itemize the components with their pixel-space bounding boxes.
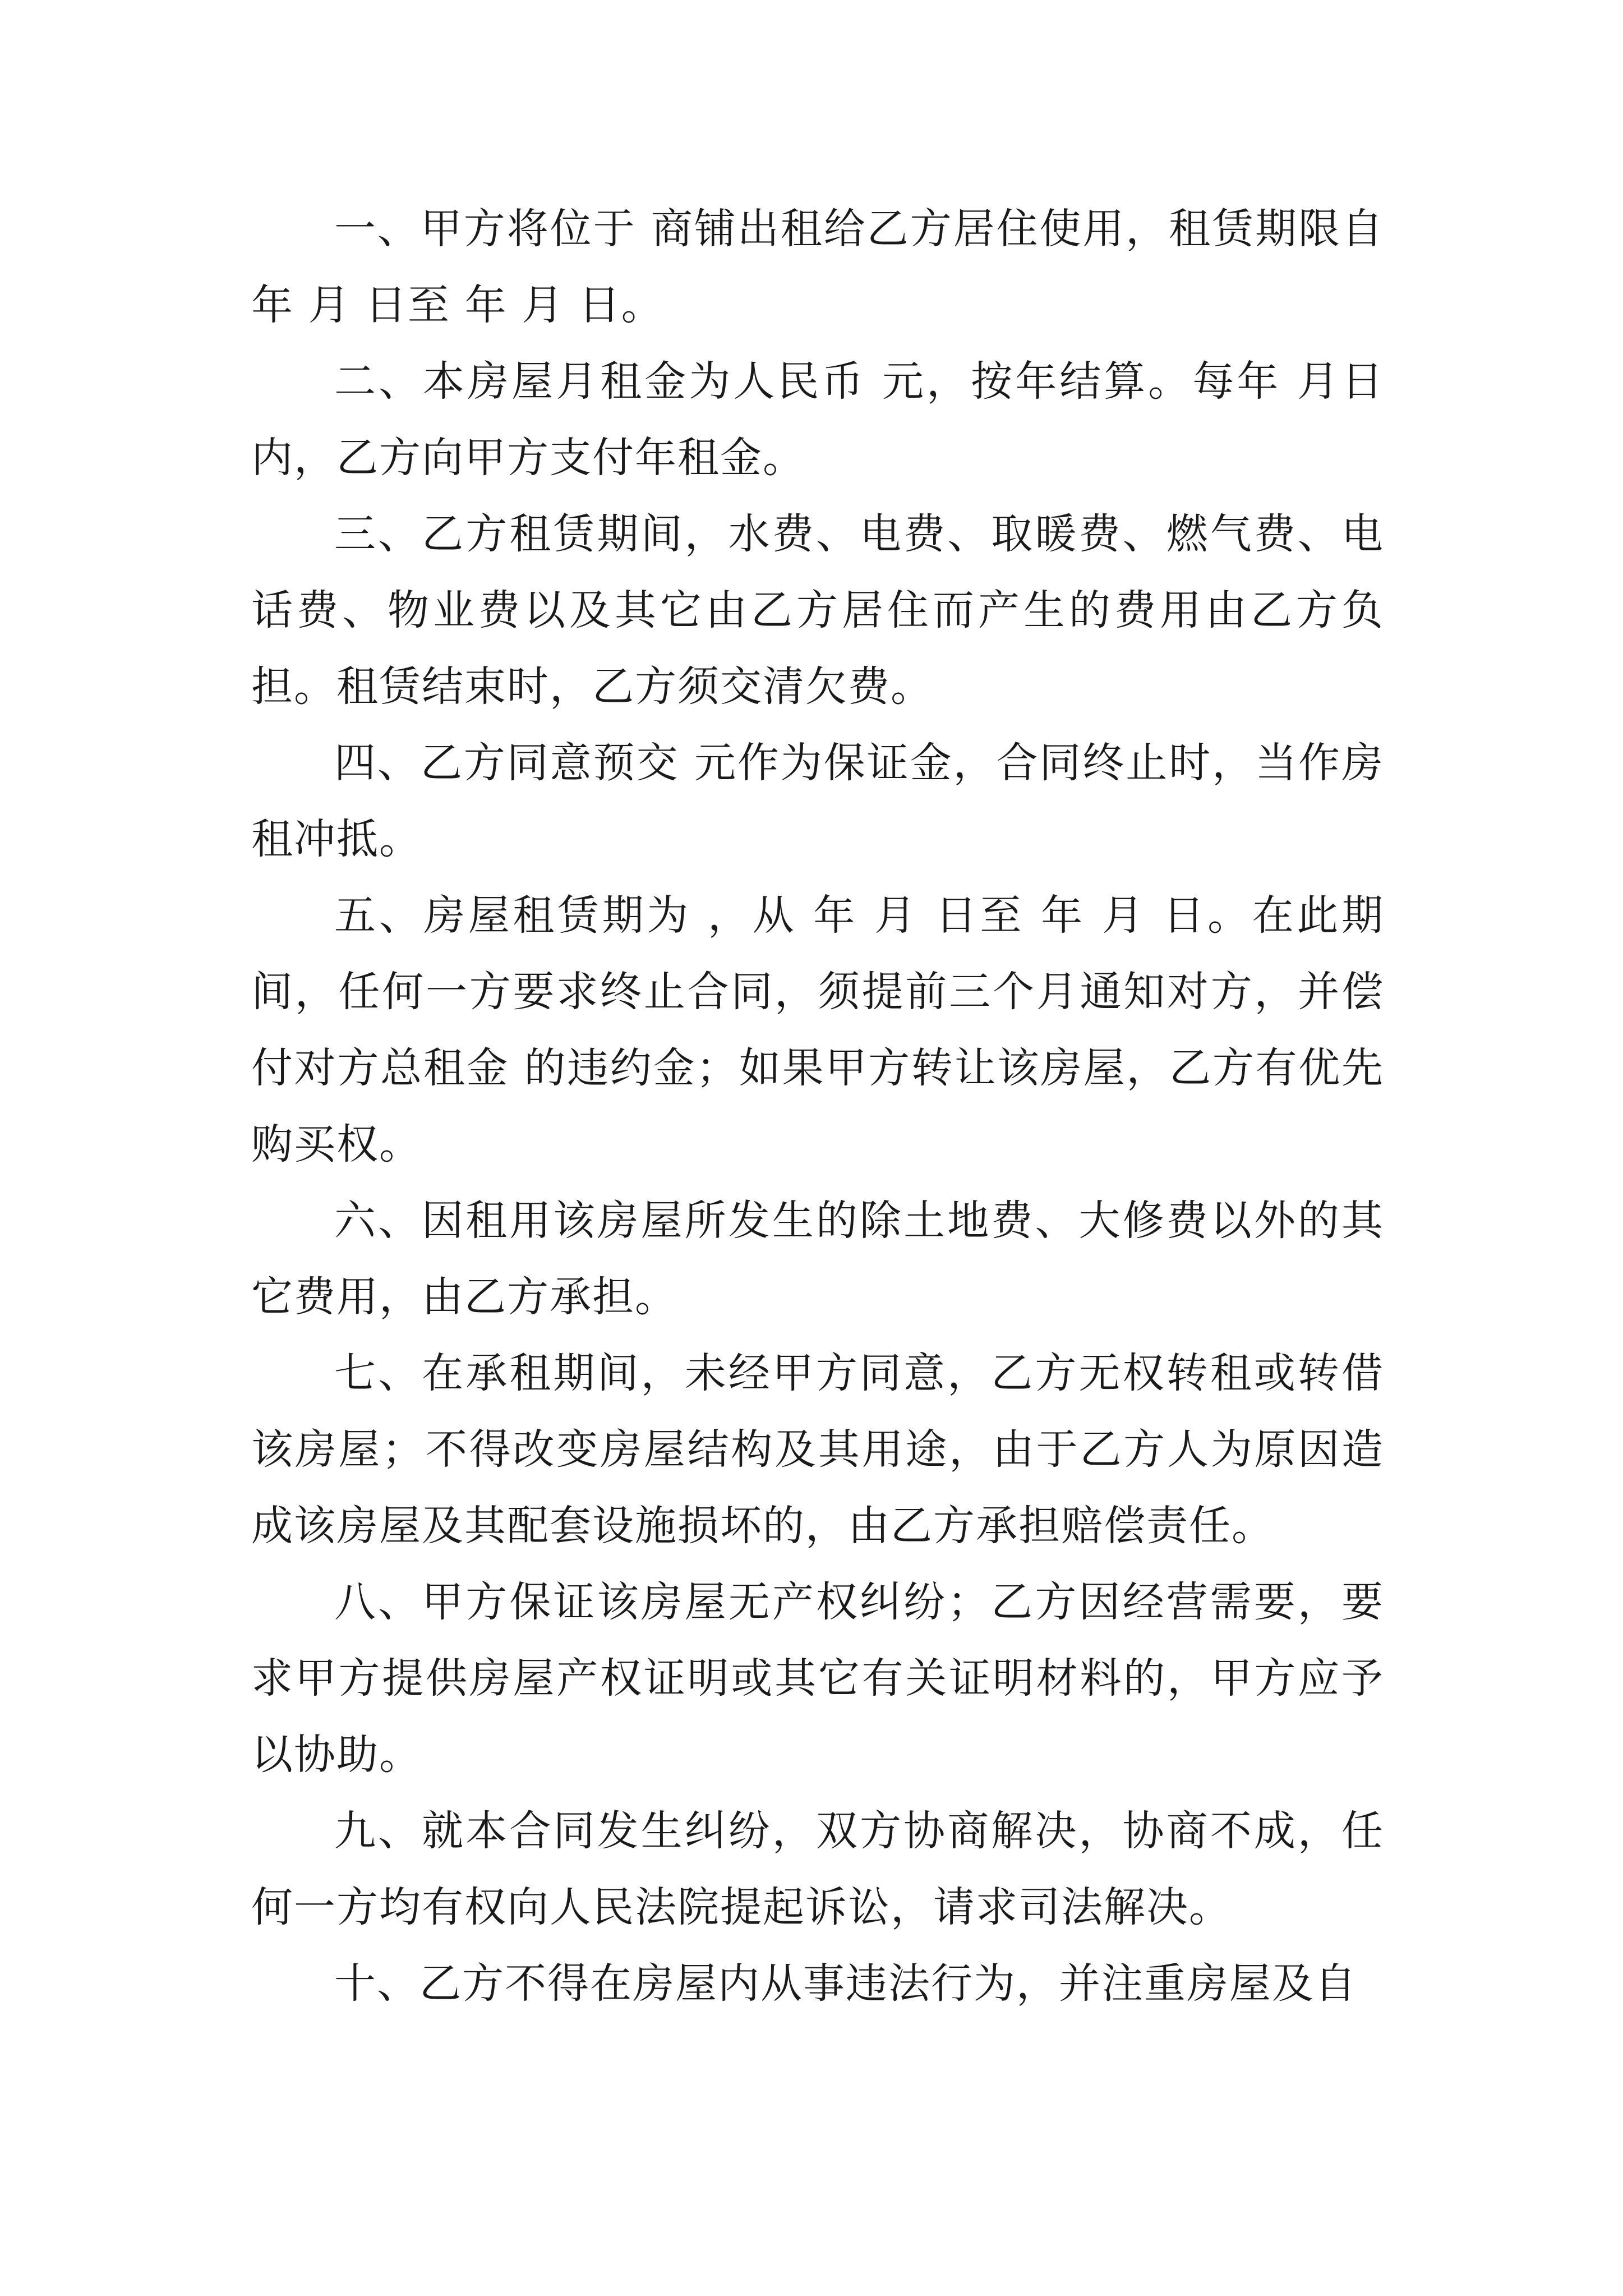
clause-10: 十、乙方不得在房屋内从事违法行为，并注重房屋及自 bbox=[334, 1959, 1357, 2008]
clause-3: 三、乙方租赁期间，水费、电费、取暖费、燃气费、电话费、物业费以及其它由乙方居住而产生的费用由乙方负担。租赁结束时，乙方须交清欠费。 bbox=[251, 510, 1384, 711]
clause-9: 九、就本合同发生纠纷，双方协商解决，协商不成，任何一方均有权向人民法院提起诉讼，请求司法解决。 bbox=[251, 1807, 1384, 1931]
clause-2: 二、本房屋月租金为人民币 元，按年结算。每年 月日内，乙方向甲方支付年租金。 bbox=[251, 357, 1384, 482]
contract-body bbox=[251, 191, 1384, 2022]
clause-1: 一、甲方将位于 商铺出租给乙方居住使用，租赁期限自 年 月 日至 年 月 日。 bbox=[251, 205, 1384, 329]
clause-5: 五、房屋租赁期为 ，从 年 月 日至 年 月 日。在此期间，任何一方要求终止合同，须提前三个月通知对方，并偿付对方总租金 的违约金；如果甲方转让该房屋，乙方有优先购买权。 bbox=[251, 891, 1384, 1168]
clause-7: 七、在承租期间，未经甲方同意，乙方无权转租或转借该房屋；不得改变房屋结构及其用途，由于乙方人为原因造成该房屋及其配套设施损坏的，由乙方承担赔偿责任。 bbox=[251, 1349, 1384, 1550]
clause-6: 六、因租用该房屋所发生的除土地费、大修费以外的其它费用，由乙方承担。 bbox=[251, 1197, 1384, 1321]
clause-8: 八、甲方保证该房屋无产权纠纷；乙方因经营需要，要求甲方提供房屋产权证明或其它有关证明材料的，甲方应予以协助。 bbox=[251, 1578, 1384, 1779]
clause-4: 四、乙方同意预交 元作为保证金，合同终止时，当作房租冲抵。 bbox=[251, 739, 1384, 863]
